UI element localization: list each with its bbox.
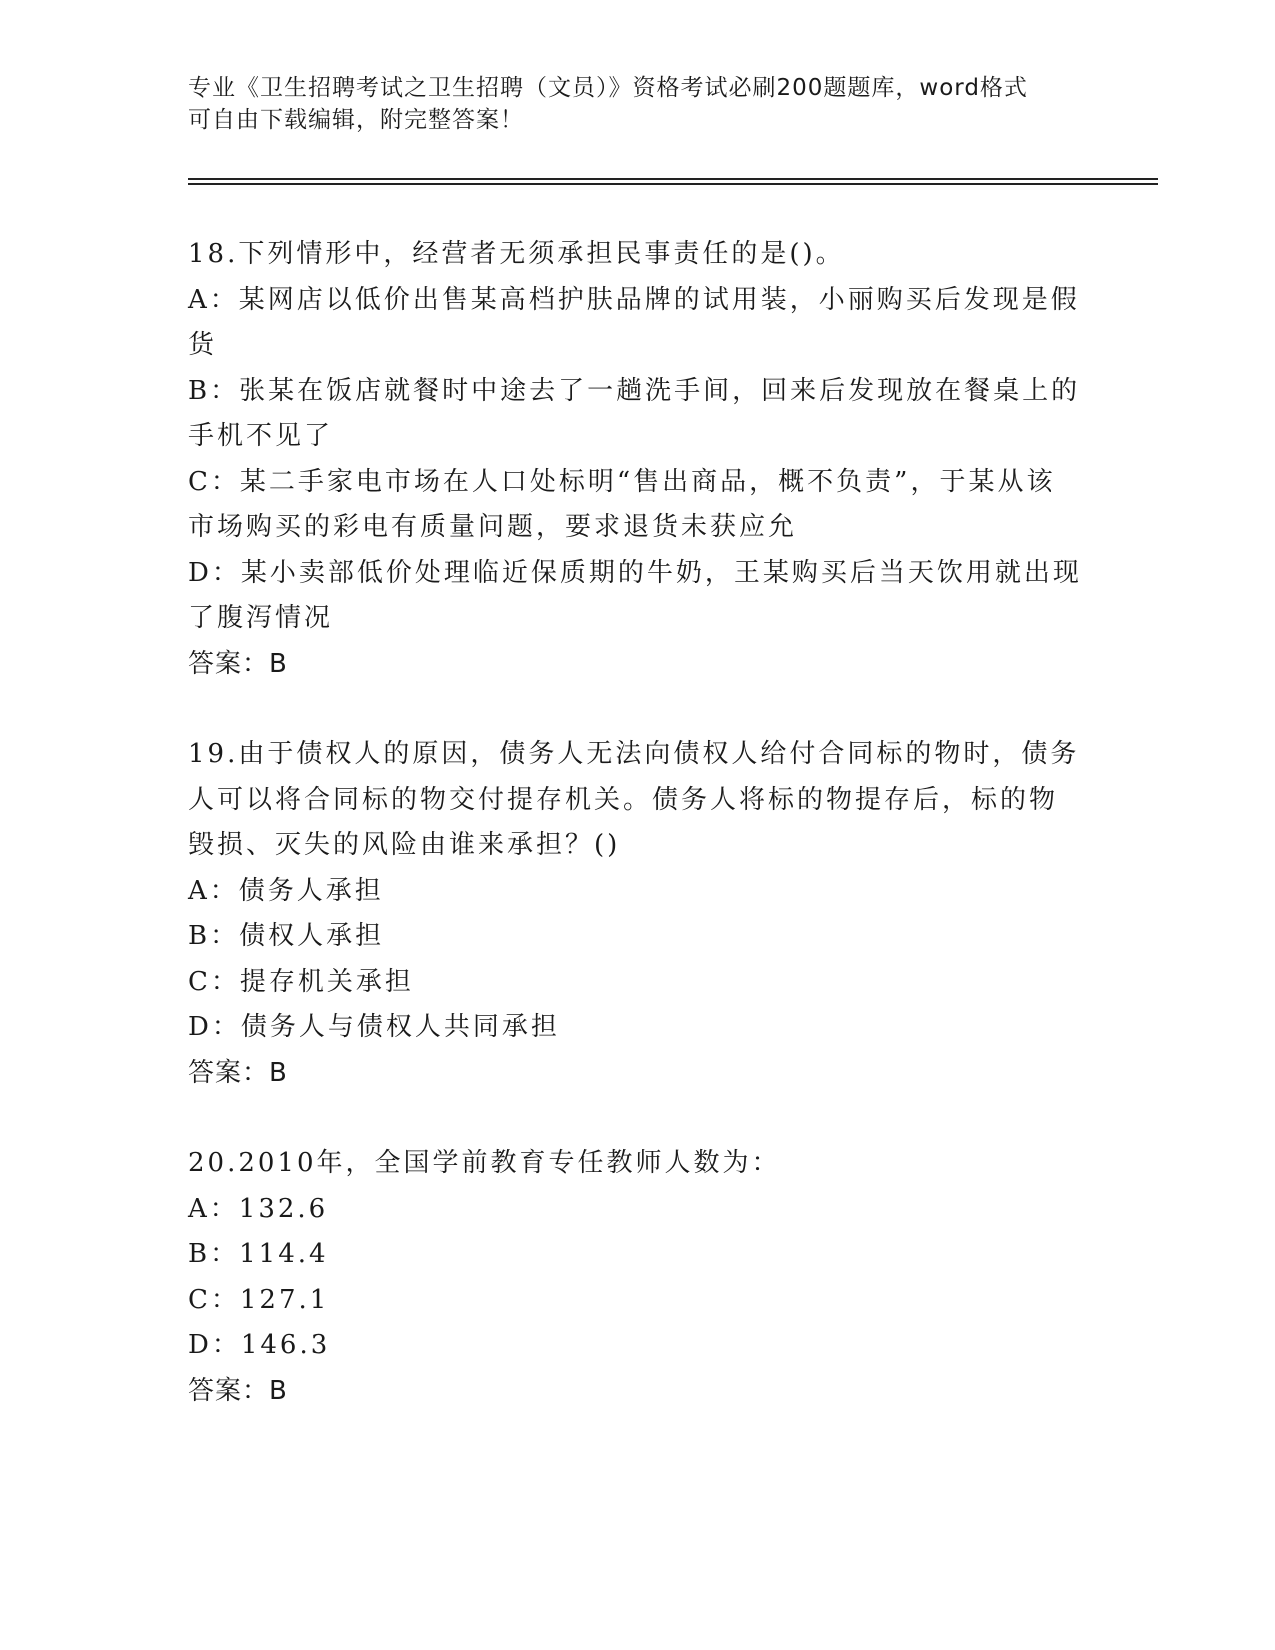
question-19-stem: 19.由于债权人的原因，债务人无法向债权人给付合同标的物时，债务 bbox=[188, 739, 1080, 769]
question-20-answer: 答案：B bbox=[188, 1375, 288, 1406]
question-list bbox=[188, 232, 1088, 1459]
question-20-option-b: B：114.4 bbox=[188, 1239, 329, 1269]
header-line-1: 专业《卫生招聘考试之卫生招聘（文员）》资格考试必刷200题题库，word格式 bbox=[188, 75, 1028, 101]
question-20 bbox=[188, 1141, 1088, 1414]
question-19-stem-cont-2: 毁损、灭失的风险由谁来承担？() bbox=[188, 830, 621, 860]
question-18-option-c-cont: 市场购买的彩电有质量问题，要求退货未获应允 bbox=[188, 512, 798, 542]
document-header bbox=[188, 72, 1068, 136]
question-19-option-a: A：债务人承担 bbox=[188, 875, 384, 906]
question-18-option-b-cont: 手机不见了 bbox=[188, 421, 334, 451]
question-19 bbox=[188, 732, 1088, 1096]
question-18-answer: 答案：B bbox=[188, 648, 288, 679]
question-18-stem: 18.下列情形中，经营者无须承担民事责任的是()。 bbox=[188, 239, 845, 269]
question-18-option-d-cont: 了腹泻情况 bbox=[188, 603, 334, 633]
question-20-stem: 20.2010年，全国学前教育专任教师人数为： bbox=[188, 1148, 781, 1178]
question-19-option-d: D：债务人与债权人共同承担 bbox=[188, 1012, 560, 1042]
question-20-option-a: A：132.6 bbox=[188, 1193, 329, 1224]
question-18-option-b: B：张某在饭店就餐时中途去了一趟洗手间，回来后发现放在餐桌上的 bbox=[188, 375, 1081, 406]
question-20-option-c: C：127.1 bbox=[188, 1284, 330, 1315]
question-20-option-d: D：146.3 bbox=[188, 1330, 331, 1360]
header-line-2: 可自由下载编辑，附完整答案！ bbox=[188, 107, 524, 133]
question-18-option-a-cont: 货 bbox=[188, 330, 218, 360]
question-19-answer: 答案：B bbox=[188, 1057, 288, 1088]
question-19-option-c: C：提存机关承担 bbox=[188, 966, 414, 997]
question-18-option-d: D：某小卖部低价处理临近保质期的牛奶，王某购买后当天饮用就出现 bbox=[188, 557, 1082, 588]
question-19-stem-cont-1: 人可以将合同标的物交付提存机关。债务人将标的物提存后，标的物 bbox=[188, 784, 1059, 815]
question-19-option-b: B：债权人承担 bbox=[188, 921, 385, 951]
header-divider-top bbox=[188, 178, 1158, 180]
question-18 bbox=[188, 232, 1088, 687]
header-divider-bottom bbox=[188, 183, 1158, 185]
question-18-option-a: A：某网店以低价出售某高档护肤品牌的试用装，小丽购买后发现是假 bbox=[188, 284, 1080, 315]
question-18-option-c: C：某二手家电市场在人口处标明“售出商品，概不负责”，于某从该 bbox=[188, 466, 1056, 497]
